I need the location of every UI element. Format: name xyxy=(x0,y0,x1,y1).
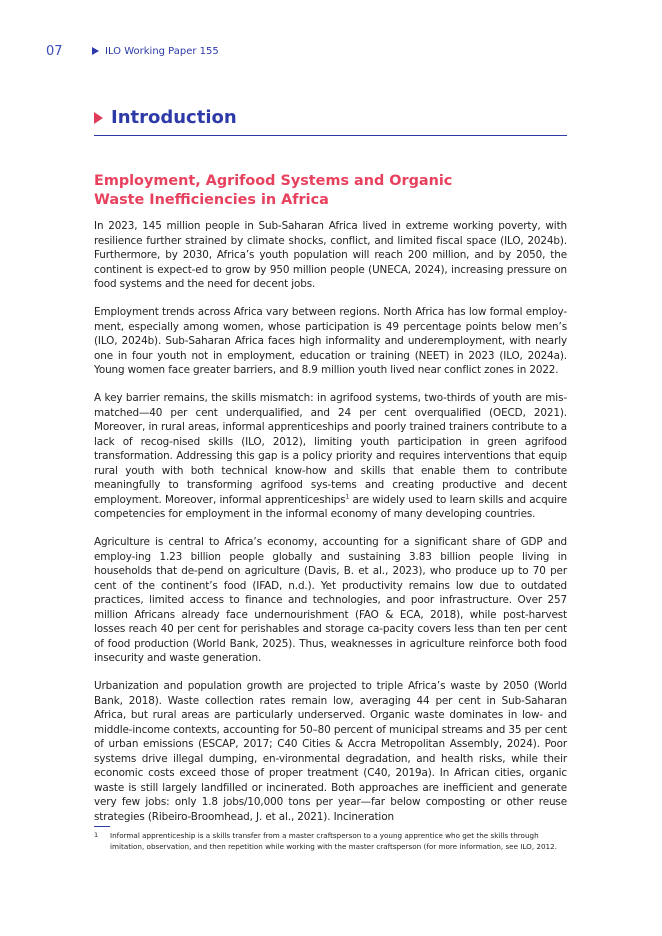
paragraph: In 2023, 145 million people in Sub-Saharan Africa lived in extreme working poverty, with resilience further strained by climate shocks, conflict, and limited fiscal space (ILO, 2024b). Furthermore, by 2030, Africa’s youth population will reach 200 million, and by 2050, the continent is expect-ed to grow by 950 million people (UNECA, 2024), increasing pressure on food systems and the need for decent jobs. xyxy=(94,220,567,290)
footnote-number: 1 xyxy=(94,831,99,839)
footnote-divider xyxy=(94,826,110,827)
paragraph: Urbanization and population growth are projected to triple Africa’s waste by 2050 (World Bank, 2018). Waste collection rates remain low, averaging 44 per cent in Sub-Saharan Africa, but rural areas are particularly underserved. Organic waste dominates in low- and middle-income contexts, accounting for 50–80 percent of municipal streams and 35 per cent of urban emissions (ESCAP, 2017; C40 Cities & Accra Metropolitan Assembly, 2024). Poor systems drive illegal dumping, en-vironmental degradation, and health risks, while their economic costs exceed those of proper treatment (C40, 2019a). In African cities, organic waste is still largely landfilled or incinerated. Both approaches are inefficient and generate very few jobs: only 1.8 jobs/10,000 tons per year—far below composting or other reuse strategies (Ribeiro-Broomhead, J. et al., 2021). Incineration xyxy=(94,680,567,823)
paragraph xyxy=(94,391,567,522)
section-heading-text: Introduction xyxy=(111,107,237,128)
paragraph: Agriculture is central to Africa’s economy, accounting for a significant share of GDP and employ-ing 1.23 billion people globally and sustaining 3.83 billion people living in households that de-pend on agriculture (Davis, B. et al., 2023), who produce up to 70 per cent of the continent’s food (IFAD, n.d.). Yet productivity remains low due to outdated practices, limited access to finance and technologies, and poor infrastructure. Over 257 million Africans already face undernourishment (FAO & ECA, 2018), while post-harvest losses reach 40 per cent for perishables and storage ca-pacity covers less than ten per cent of food production (World Bank, 2025). Thus, weaknesses in agriculture reinforce both food insecurity and waste generation. xyxy=(94,536,567,664)
series-title: ILO Working Paper 155 xyxy=(105,45,219,57)
body-text xyxy=(94,219,567,838)
running-header xyxy=(46,44,219,58)
subsection-title: Employment, Agrifood Systems and Organic Waste Inefficiencies in Africa xyxy=(94,173,453,208)
page-number: 07 xyxy=(46,43,63,59)
footnote xyxy=(94,831,567,852)
triangle-arrow-icon xyxy=(92,47,99,55)
footnote-ref[interactable]: 1 xyxy=(345,493,350,501)
paragraph-text: A key barrier remains, the skills mismatch: in agrifood systems, two-thirds of youth are mis-matched—40 per cent underqualified, and 24 per cent overqualified (OECD, 2021). Moreover, in rural areas, informal apprenticeships and poorly trained trainers contribute to a lack of recog-nised skills (ILO, 2012), limiting youth participation in green agrifood transformation. Addressing this gap is a policy priority and requires interventions that equip rural youth with both technical know-how and skills that enable them to contribute meaningfully to transforming agrifood sys-tems and creating productive and decent employment. Moreover, informal apprenticeships xyxy=(94,392,567,506)
paragraph-text: are widely used to learn skills and acquire competencies for employment in the informal economy of many developing countries. xyxy=(94,493,567,520)
triangle-arrow-icon xyxy=(94,112,103,124)
section-heading xyxy=(94,108,567,136)
paragraph: Employment trends across Africa vary between regions. North Africa has low formal employ-ment, especially among women, whose participation is 49 percentage points below men’s (ILO, 2024b). Sub-Saharan Africa faces high informality and underemployment, with nearly one in four youth not in employment, education or training (NEET) in 2023 (ILO, 2024a). Young women face greater barriers, and 8.9 million youth lived near conflict zones in 2022. xyxy=(94,306,567,376)
footnote-text: Informal apprenticeship is a skills transfer from a master craftsperson to a young apprentice who get the skills through imitation, observation, and then repetition while working with the master craftsperson (for more information, see ILO, 2012. xyxy=(110,831,557,851)
